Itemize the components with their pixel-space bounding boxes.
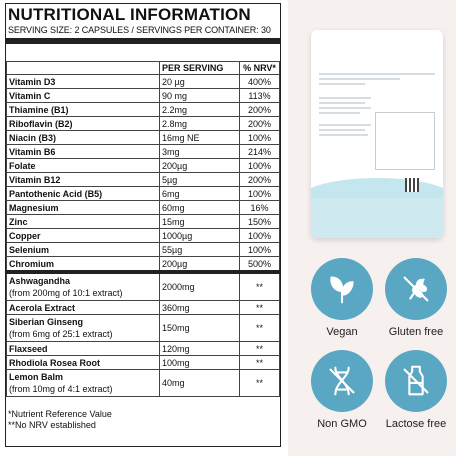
- row-name: Zinc: [7, 215, 160, 229]
- header-nrv: % NRV*: [240, 62, 280, 75]
- row-amount: 360mg: [160, 301, 240, 315]
- table-row: [7, 117, 280, 131]
- row-name-main: Ashwagandha: [9, 276, 71, 286]
- footnotes: [8, 409, 112, 431]
- table-row: [7, 301, 280, 315]
- row-name: Rhodiola Rosea Root: [7, 356, 160, 370]
- table-row: [7, 315, 280, 342]
- row-nrv: **: [240, 315, 280, 342]
- row-amount: 2.2mg: [160, 103, 240, 117]
- row-name: Pantothenic Acid (B5): [7, 187, 160, 201]
- row-amount: 2000mg: [160, 272, 240, 301]
- row-name: Magnesium: [7, 201, 160, 215]
- row-nrv: **: [240, 342, 280, 356]
- header-amount: PER SERVING: [160, 62, 240, 75]
- header-name: [7, 62, 160, 75]
- table-row: [7, 173, 280, 187]
- row-amount: 55µg: [160, 243, 240, 257]
- row-amount: 200µg: [160, 159, 240, 173]
- table-row: [7, 187, 280, 201]
- label-title: NUTRITIONAL INFORMATION: [8, 5, 251, 24]
- feature-lactose-free: [380, 350, 452, 430]
- table-row: [7, 89, 280, 103]
- table-row: [7, 201, 280, 215]
- table-row: [7, 257, 280, 273]
- row-amount: 2.8mg: [160, 117, 240, 131]
- table-row: [7, 243, 280, 257]
- row-amount: 5µg: [160, 173, 240, 187]
- table-row: [7, 103, 280, 117]
- row-name-sub: (from 10mg of 4:1 extract): [9, 384, 113, 394]
- row-nrv: 200%: [240, 117, 280, 131]
- table-row: [7, 159, 280, 173]
- table-header: [7, 62, 280, 75]
- row-name: [7, 315, 160, 342]
- row-name: Selenium: [7, 243, 160, 257]
- feature-label: Lactose free: [385, 418, 447, 430]
- row-nrv: **: [240, 301, 280, 315]
- row-amount: 200µg: [160, 257, 240, 273]
- serving-info: SERVING SIZE: 2 CAPSULES / SERVINGS PER CONTAINER: 30: [8, 25, 271, 35]
- row-name: Flaxseed: [7, 342, 160, 356]
- row-nrv: 100%: [240, 243, 280, 257]
- row-name-sub: (from 6mg of 25:1 extract): [9, 329, 113, 339]
- row-nrv: 214%: [240, 145, 280, 159]
- row-name: Vitamin C: [7, 89, 160, 103]
- row-name: [7, 272, 160, 301]
- row-amount: 6mg: [160, 187, 240, 201]
- row-amount: 120mg: [160, 342, 240, 356]
- row-name: Copper: [7, 229, 160, 243]
- row-nrv: **: [240, 370, 280, 397]
- row-nrv: 150%: [240, 215, 280, 229]
- row-amount: 1000µg: [160, 229, 240, 243]
- row-name: Chromium: [7, 257, 160, 273]
- table-row: [7, 342, 280, 356]
- pouch-wave-bottom: [311, 198, 443, 238]
- table-row: [7, 370, 280, 397]
- row-nrv: 113%: [240, 89, 280, 103]
- row-name: Thiamine (B1): [7, 103, 160, 117]
- nutrition-label: [5, 3, 281, 447]
- footnote-nrv: *Nutrient Reference Value: [8, 409, 112, 419]
- row-amount: 100mg: [160, 356, 240, 370]
- row-nrv: 100%: [240, 229, 280, 243]
- row-name-main: Lemon Balm: [9, 372, 64, 382]
- row-amount: 40mg: [160, 370, 240, 397]
- row-nrv: 200%: [240, 173, 280, 187]
- row-nrv: 200%: [240, 103, 280, 117]
- row-nrv: **: [240, 272, 280, 301]
- row-amount: 20 µg: [160, 75, 240, 89]
- feature-gluten-free: [380, 258, 452, 338]
- row-name: [7, 370, 160, 397]
- table-row: [7, 145, 280, 159]
- row-name: Vitamin B6: [7, 145, 160, 159]
- row-name: Folate: [7, 159, 160, 173]
- row-name: Vitamin D3: [7, 75, 160, 89]
- row-name: Acerola Extract: [7, 301, 160, 315]
- row-name: Niacin (B3): [7, 131, 160, 145]
- row-name-sub: (from 200mg of 10:1 extract): [9, 288, 123, 298]
- table-row: [7, 215, 280, 229]
- row-nrv: 500%: [240, 257, 280, 273]
- wheat-crossed-icon: [385, 258, 447, 320]
- row-amount: 15mg: [160, 215, 240, 229]
- feature-non-gmo: [306, 350, 378, 430]
- row-nrv: 400%: [240, 75, 280, 89]
- row-amount: 90 mg: [160, 89, 240, 103]
- row-nrv: 100%: [240, 131, 280, 145]
- table-row: [7, 356, 280, 370]
- row-amount: 3mg: [160, 145, 240, 159]
- pouch-nutrition-panel: [375, 112, 435, 170]
- dna-crossed-icon: [311, 350, 373, 412]
- table-row: [7, 131, 280, 145]
- leaf-icon: [311, 258, 373, 320]
- product-pouch-image: [311, 30, 443, 238]
- table-row: [7, 229, 280, 243]
- row-nrv: 100%: [240, 187, 280, 201]
- nutrition-table: [6, 61, 280, 397]
- row-amount: 150mg: [160, 315, 240, 342]
- table-row: [7, 272, 280, 301]
- feature-label: Non GMO: [317, 418, 367, 430]
- row-name-main: Siberian Ginseng: [9, 317, 84, 327]
- qr-code-icon: [405, 178, 419, 192]
- row-nrv: **: [240, 356, 280, 370]
- divider: [6, 38, 280, 44]
- row-nrv: 16%: [240, 201, 280, 215]
- footnote-no-nrv: **No NRV established: [8, 420, 96, 430]
- row-name: Riboflavin (B2): [7, 117, 160, 131]
- table-row: [7, 75, 280, 89]
- row-name: Vitamin B12: [7, 173, 160, 187]
- row-amount: 60mg: [160, 201, 240, 215]
- feature-vegan: [306, 258, 378, 338]
- feature-label: Gluten free: [388, 326, 444, 338]
- feature-label: Vegan: [326, 326, 358, 338]
- row-nrv: 100%: [240, 159, 280, 173]
- milk-bottle-crossed-icon: [385, 350, 447, 412]
- row-amount: 16mg NE: [160, 131, 240, 145]
